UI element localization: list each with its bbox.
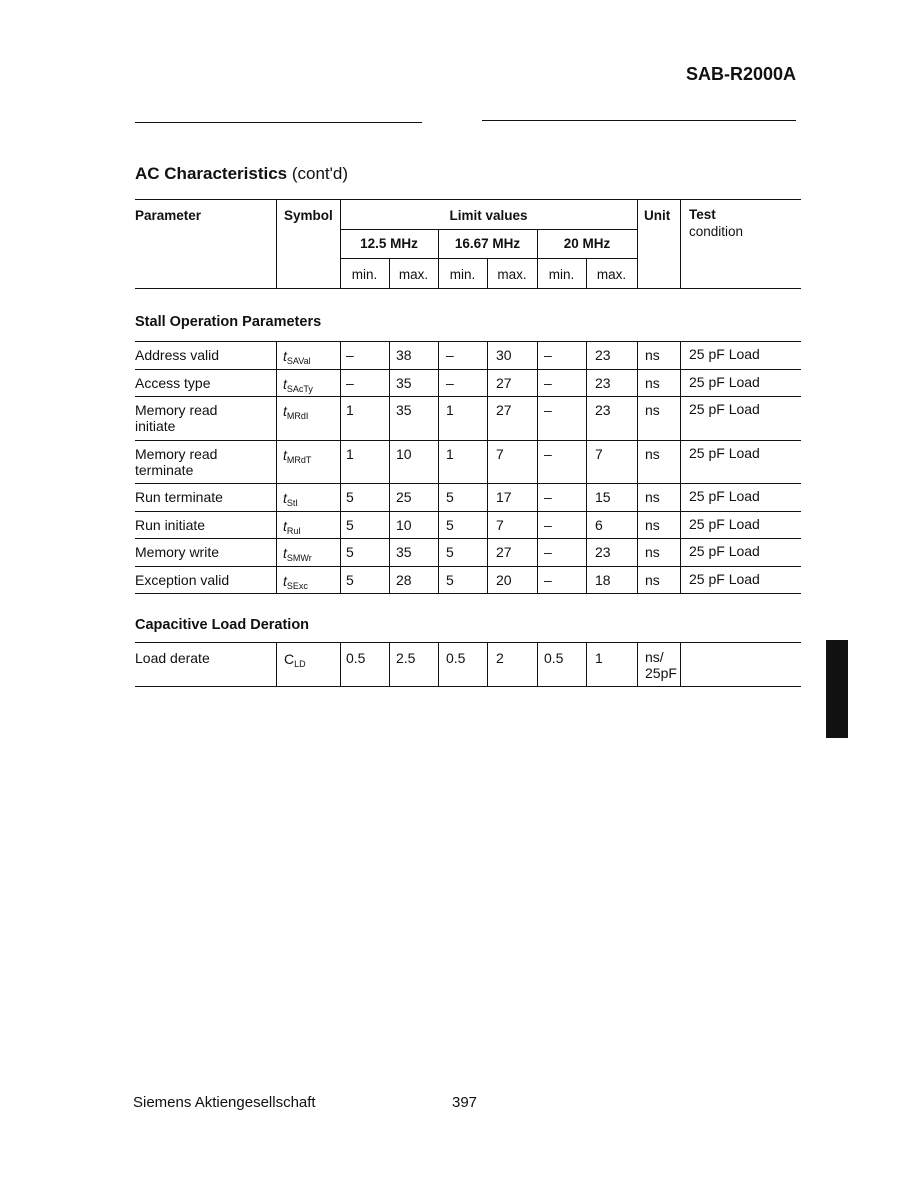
table-col-rule bbox=[680, 341, 681, 369]
header-min-3: min. bbox=[548, 267, 575, 282]
limit-value: 7 bbox=[496, 517, 504, 533]
table-col-rule bbox=[438, 566, 439, 593]
symbol bbox=[283, 573, 308, 591]
symbol-subscript: SExc bbox=[286, 581, 308, 591]
table-col-rule bbox=[680, 566, 681, 593]
unit: ns bbox=[645, 489, 660, 505]
symbol bbox=[283, 518, 301, 536]
page-title bbox=[135, 164, 348, 184]
symbol-subscript: StI bbox=[286, 498, 298, 508]
symbol-subscript: SMWr bbox=[286, 553, 312, 563]
symbol-base: C bbox=[284, 651, 295, 667]
table-col-rule bbox=[438, 369, 439, 396]
limit-value: 10 bbox=[396, 517, 412, 533]
table-col-rule bbox=[438, 642, 439, 686]
table-row-rule bbox=[135, 538, 801, 539]
test-condition: 25 pF Load bbox=[689, 488, 760, 504]
symbol-subscript: MRdI bbox=[286, 411, 309, 421]
table-col-rule bbox=[340, 341, 341, 369]
document-id: SAB-R2000A bbox=[685, 64, 796, 84]
table-col-rule bbox=[276, 341, 277, 369]
table-col-rule bbox=[586, 369, 587, 396]
table-col-rule bbox=[389, 396, 390, 440]
limit-value: 2 bbox=[496, 650, 504, 666]
limit-value: 20 bbox=[496, 572, 512, 588]
symbol bbox=[283, 403, 308, 421]
symbol bbox=[284, 651, 306, 669]
parameter-name: Address valid bbox=[135, 347, 220, 363]
limit-value: 35 bbox=[396, 375, 412, 391]
limit-value: – bbox=[346, 347, 354, 363]
limit-value: – bbox=[544, 446, 552, 462]
table-col-rule bbox=[637, 483, 638, 511]
test-condition: 25 pF Load bbox=[689, 401, 760, 417]
header-max-2: max. bbox=[497, 267, 527, 282]
limit-value: 15 bbox=[595, 489, 611, 505]
limit-value: 23 bbox=[595, 544, 611, 560]
symbol-subscript: SAVal bbox=[286, 356, 311, 366]
limit-value: – bbox=[544, 544, 552, 560]
limit-value: – bbox=[346, 375, 354, 391]
unit: ns bbox=[645, 402, 660, 418]
unit: ns bbox=[645, 446, 660, 462]
table-col-rule bbox=[340, 642, 341, 686]
unit: ns bbox=[645, 572, 660, 588]
limit-value: 23 bbox=[595, 402, 611, 418]
parameter-name: initiate bbox=[135, 418, 176, 434]
unit: ns bbox=[645, 375, 660, 391]
table-row-rule bbox=[135, 396, 801, 397]
table-col-rule bbox=[276, 369, 277, 396]
header-freq-12-5: 12.5 MHz bbox=[360, 236, 418, 251]
table-col-rule bbox=[276, 566, 277, 593]
table-col-rule bbox=[637, 341, 638, 369]
table-col-rule bbox=[438, 440, 439, 483]
table-col-rule bbox=[438, 483, 439, 511]
header-freq-20: 20 MHz bbox=[563, 236, 611, 251]
test-condition: 25 pF Load bbox=[689, 346, 760, 362]
table-col-rule bbox=[389, 642, 390, 686]
parameter-name: Run initiate bbox=[135, 517, 206, 533]
limit-value: 28 bbox=[396, 572, 412, 588]
header-max-3: max. bbox=[596, 267, 627, 282]
table-col-rule bbox=[276, 440, 277, 483]
table-col-rule bbox=[586, 440, 587, 483]
symbol-base: t bbox=[283, 348, 287, 364]
table-col-rule bbox=[487, 369, 488, 396]
symbol bbox=[283, 490, 298, 508]
title-suffix: (cont'd) bbox=[287, 164, 349, 183]
symbol bbox=[283, 348, 311, 366]
limit-value: 23 bbox=[595, 375, 611, 391]
limit-value: 1 bbox=[446, 402, 454, 418]
table-col-rule bbox=[586, 483, 587, 511]
table-col-rule bbox=[537, 642, 538, 686]
table-col-rule bbox=[487, 440, 488, 483]
limit-value: 0.5 bbox=[346, 650, 366, 666]
symbol-base: t bbox=[283, 447, 287, 463]
unit: ns bbox=[645, 347, 660, 363]
parameter-name: Exception valid bbox=[135, 572, 230, 588]
footer-page-number: 397 bbox=[452, 1094, 478, 1111]
limit-value: – bbox=[446, 347, 454, 363]
limit-value: 5 bbox=[446, 489, 454, 505]
header-rule-left bbox=[135, 122, 422, 123]
limit-value: 5 bbox=[346, 544, 354, 560]
load-table-bottom-rule bbox=[135, 686, 801, 687]
table-col-rule bbox=[637, 642, 638, 686]
table-col-rule bbox=[586, 396, 587, 440]
test-condition: 25 pF Load bbox=[689, 543, 760, 559]
limit-value: 5 bbox=[346, 572, 354, 588]
limit-value: 18 bbox=[595, 572, 611, 588]
table-header-top-rule bbox=[135, 199, 801, 200]
parameter-name: Memory read bbox=[135, 402, 218, 418]
table-col-rule bbox=[537, 538, 538, 566]
table-row-rule bbox=[135, 369, 801, 370]
test-condition: 25 pF Load bbox=[689, 445, 760, 461]
table-col-rule bbox=[586, 642, 587, 686]
header-symbol: Symbol bbox=[284, 208, 333, 223]
limit-value: – bbox=[544, 347, 552, 363]
parameter-name: Run terminate bbox=[135, 489, 223, 505]
limit-value: 1 bbox=[346, 446, 354, 462]
symbol-base: t bbox=[283, 545, 287, 561]
table-col-rule bbox=[487, 511, 488, 538]
parameter-name: terminate bbox=[135, 462, 194, 478]
title-bold: AC Characteristics bbox=[135, 164, 288, 183]
limit-value: 1 bbox=[346, 402, 354, 418]
table-col-rule bbox=[340, 440, 341, 483]
table-col-rule bbox=[637, 440, 638, 483]
limit-value: 27 bbox=[496, 544, 512, 560]
table-col-rule bbox=[537, 396, 538, 440]
header-divider-unit bbox=[637, 199, 638, 288]
limit-value: 25 bbox=[396, 489, 412, 505]
table-row-rule bbox=[135, 511, 801, 512]
table-col-rule bbox=[389, 566, 390, 593]
limit-value: 0.5 bbox=[446, 650, 466, 666]
table-col-rule bbox=[637, 538, 638, 566]
table-col-rule bbox=[438, 511, 439, 538]
section-capacitive-load: Capacitive Load Deration bbox=[135, 617, 310, 633]
table-col-rule bbox=[637, 369, 638, 396]
section-stall-operation: Stall Operation Parameters bbox=[135, 314, 322, 330]
parameter-name: Access type bbox=[135, 375, 211, 391]
limit-value: 27 bbox=[496, 402, 512, 418]
limit-value: 5 bbox=[446, 544, 454, 560]
header-test-condition-1: Test bbox=[689, 207, 716, 222]
limit-value: 17 bbox=[496, 489, 512, 505]
symbol-base: t bbox=[283, 518, 287, 534]
limit-value: 2.5 bbox=[396, 650, 416, 666]
table-row-rule bbox=[135, 440, 801, 441]
limit-value: 1 bbox=[446, 446, 454, 462]
test-condition: 25 pF Load bbox=[689, 571, 760, 587]
table-col-rule bbox=[389, 440, 390, 483]
table-col-rule bbox=[276, 642, 277, 686]
symbol-base: t bbox=[283, 403, 287, 419]
table-col-rule bbox=[340, 511, 341, 538]
unit-line-2: 25pF bbox=[645, 665, 677, 681]
table-col-rule bbox=[276, 538, 277, 566]
limit-values-rule bbox=[340, 229, 637, 230]
table-header-bottom-rule bbox=[135, 288, 801, 289]
table-col-rule bbox=[487, 538, 488, 566]
table-col-rule bbox=[438, 538, 439, 566]
symbol-base: t bbox=[283, 376, 287, 392]
header-freq-16-67: 16.67 MHz bbox=[454, 236, 521, 251]
limit-value: 5 bbox=[446, 517, 454, 533]
table-col-rule bbox=[340, 483, 341, 511]
table-col-rule bbox=[586, 566, 587, 593]
freq-rule bbox=[340, 258, 637, 259]
table-col-rule bbox=[680, 483, 681, 511]
limit-value: 35 bbox=[396, 544, 412, 560]
symbol-base: t bbox=[283, 490, 287, 506]
symbol bbox=[283, 447, 311, 465]
table-col-rule bbox=[438, 396, 439, 440]
table-col-rule bbox=[680, 538, 681, 566]
table-col-rule bbox=[487, 483, 488, 511]
table-col-rule bbox=[680, 369, 681, 396]
parameter-name: Memory read bbox=[135, 446, 218, 462]
table-col-rule bbox=[680, 511, 681, 538]
table-row-rule bbox=[135, 566, 801, 567]
table-col-rule bbox=[586, 341, 587, 369]
limit-value: 23 bbox=[595, 347, 611, 363]
test-condition: 25 pF Load bbox=[689, 374, 760, 390]
table-col-rule bbox=[389, 483, 390, 511]
limit-value: – bbox=[544, 517, 552, 533]
limit-value: 5 bbox=[446, 572, 454, 588]
table-col-rule bbox=[487, 642, 488, 686]
table-row-rule bbox=[135, 483, 801, 484]
unit: ns bbox=[645, 517, 660, 533]
table-col-rule bbox=[537, 341, 538, 369]
limit-value: – bbox=[544, 375, 552, 391]
header-rule-right bbox=[482, 120, 796, 121]
limit-value: 5 bbox=[346, 489, 354, 505]
limit-value: 7 bbox=[496, 446, 504, 462]
limit-value: – bbox=[544, 489, 552, 505]
table-col-rule bbox=[586, 538, 587, 566]
header-divider-symbol bbox=[276, 199, 277, 288]
limit-value: 30 bbox=[496, 347, 512, 363]
limit-value: 0.5 bbox=[544, 650, 564, 666]
limit-value: 5 bbox=[346, 517, 354, 533]
table-col-rule bbox=[537, 566, 538, 593]
limit-value: 27 bbox=[496, 375, 512, 391]
header-limit-values: Limit values bbox=[449, 208, 528, 223]
table-col-rule bbox=[389, 341, 390, 369]
table-col-rule bbox=[637, 511, 638, 538]
symbol-subscript: SAcTy bbox=[286, 384, 313, 394]
header-max-1: max. bbox=[398, 267, 429, 282]
unit-line-1: ns/ bbox=[645, 649, 664, 665]
table-row-rule bbox=[135, 593, 801, 594]
table-col-rule bbox=[487, 566, 488, 593]
table-col-rule bbox=[438, 341, 439, 369]
table-col-rule bbox=[276, 511, 277, 538]
table-col-rule bbox=[276, 483, 277, 511]
limit-value: 38 bbox=[396, 347, 412, 363]
table-col-rule bbox=[340, 396, 341, 440]
table-col-rule bbox=[680, 440, 681, 483]
table-col-rule bbox=[389, 511, 390, 538]
header-test-condition-2: condition bbox=[689, 224, 744, 239]
table-col-rule bbox=[680, 396, 681, 440]
header-parameter: Parameter bbox=[135, 208, 202, 223]
symbol-subscript: MRdT bbox=[286, 455, 312, 465]
table-col-rule bbox=[637, 566, 638, 593]
table-col-rule bbox=[389, 369, 390, 396]
footer-company: Siemens Aktiengesellschaft bbox=[133, 1094, 316, 1111]
symbol-subscript: RuI bbox=[286, 526, 301, 536]
table-col-rule bbox=[276, 396, 277, 440]
table-col-rule bbox=[389, 538, 390, 566]
header-min-1: min. bbox=[351, 267, 378, 282]
header-min-2: min. bbox=[449, 267, 476, 282]
parameter-name: Load derate bbox=[135, 650, 210, 666]
limit-value: – bbox=[446, 375, 454, 391]
limit-value: – bbox=[544, 402, 552, 418]
header-unit: Unit bbox=[644, 208, 671, 223]
table-col-rule bbox=[537, 483, 538, 511]
parameter-name: Memory write bbox=[135, 544, 220, 560]
limit-value: 6 bbox=[595, 517, 603, 533]
limit-value: – bbox=[544, 572, 552, 588]
table-col-rule bbox=[487, 341, 488, 369]
symbol bbox=[283, 545, 312, 563]
limit-value: 7 bbox=[595, 446, 603, 462]
unit: ns bbox=[645, 544, 660, 560]
table-col-rule bbox=[340, 566, 341, 593]
table-col-rule bbox=[340, 538, 341, 566]
table-col-rule bbox=[487, 396, 488, 440]
table-col-rule bbox=[537, 369, 538, 396]
limit-value: 10 bbox=[396, 446, 412, 462]
load-table-top-rule bbox=[135, 642, 801, 643]
symbol bbox=[283, 376, 313, 394]
limit-value: 35 bbox=[396, 402, 412, 418]
section-tab-marker bbox=[826, 640, 848, 738]
test-condition: 25 pF Load bbox=[689, 516, 760, 532]
table-col-rule bbox=[537, 511, 538, 538]
table-col-rule bbox=[637, 396, 638, 440]
table-col-rule bbox=[340, 369, 341, 396]
table-col-rule bbox=[680, 642, 681, 686]
header-divider-condition bbox=[680, 199, 681, 288]
limit-value: 1 bbox=[595, 650, 603, 666]
symbol-subscript: LD bbox=[294, 659, 306, 669]
table-col-rule bbox=[537, 440, 538, 483]
table-col-rule bbox=[586, 511, 587, 538]
symbol-base: t bbox=[283, 573, 287, 589]
stall-table-top-rule bbox=[135, 341, 801, 342]
